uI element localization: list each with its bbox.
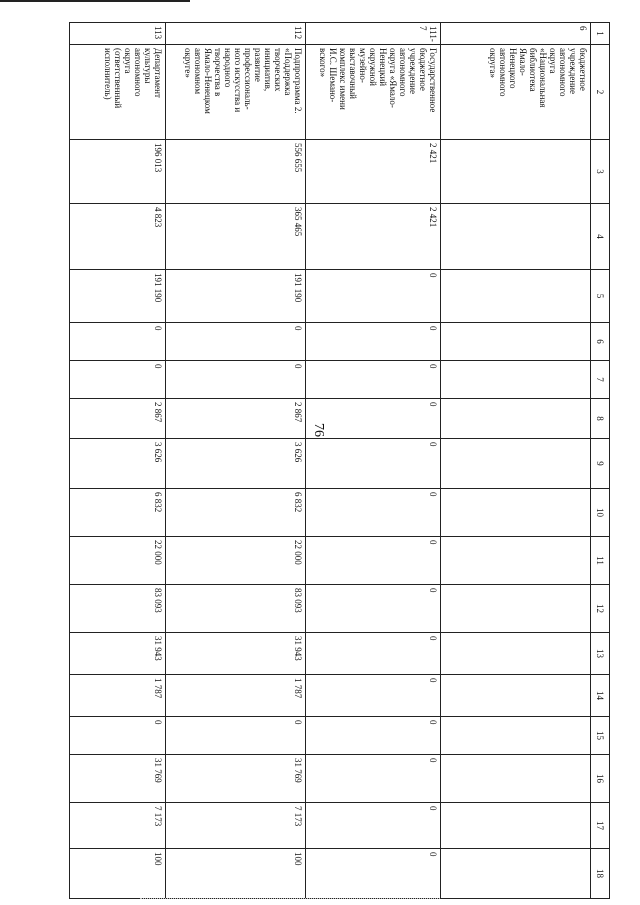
row-number-cell: 113 — [70, 23, 166, 45]
value-cell: 0 — [306, 361, 441, 399]
table-row — [70, 23, 166, 899]
table-row — [306, 23, 441, 899]
value-cell — [441, 585, 591, 633]
value-cell: 6 832 — [166, 489, 306, 537]
value-cell: 0 — [306, 633, 441, 675]
value-cell: 0 — [166, 361, 306, 399]
value-cell: 0 — [70, 717, 166, 755]
header-row — [591, 23, 610, 899]
header-cell: 15 — [591, 717, 610, 755]
value-cell: 3 626 — [70, 439, 166, 489]
value-cell — [441, 633, 591, 675]
value-cell: 31 943 — [166, 633, 306, 675]
value-cell: 0 — [166, 717, 306, 755]
row-name-cell: бюджетное учреждение автономного округа «Национальная библиотека Ямало- Ненецкого автономного округа» — [441, 45, 591, 140]
header-cell: 9 — [591, 439, 610, 489]
header-cell: 12 — [591, 585, 610, 633]
value-cell: 22 000 — [70, 537, 166, 585]
row-name-cell: Департамент культуры автономного округа (ответственный исполнитель) — [70, 45, 166, 140]
value-cell: 0 — [306, 803, 441, 849]
value-cell — [441, 323, 591, 361]
value-cell: 83 093 — [166, 585, 306, 633]
bottom-dotted-line — [140, 898, 440, 899]
value-cell — [441, 803, 591, 849]
value-cell — [441, 849, 591, 899]
value-cell: 191 190 — [70, 270, 166, 323]
value-cell: 2 421 — [306, 140, 441, 204]
value-cell — [441, 204, 591, 270]
value-cell — [441, 361, 591, 399]
value-cell — [441, 399, 591, 439]
value-cell — [441, 537, 591, 585]
value-cell: 365 465 — [166, 204, 306, 270]
value-cell: 0 — [70, 323, 166, 361]
value-cell: 22 000 — [166, 537, 306, 585]
header-cell: 2 — [591, 45, 610, 140]
header-cell: 6 — [591, 323, 610, 361]
header-cell: 11 — [591, 537, 610, 585]
value-cell: 31 769 — [70, 755, 166, 803]
row-name-cell: Государственное бюджетное учреждение автономного округа «Ямало- Ненецкий окружной музейно- выставочный комплекс имени И.С. Шемано- вского» — [306, 45, 441, 140]
row-number-cell: 112 — [166, 23, 306, 45]
value-cell: 1 787 — [166, 675, 306, 717]
value-cell — [441, 755, 591, 803]
value-cell: 100 — [70, 849, 166, 899]
value-cell — [441, 439, 591, 489]
table-row — [166, 23, 306, 899]
value-cell: 4 823 — [70, 204, 166, 270]
value-cell — [441, 140, 591, 204]
value-cell — [441, 270, 591, 323]
value-cell: 2 867 — [70, 399, 166, 439]
header-cell: 4 — [591, 204, 610, 270]
top-rule — [0, 0, 190, 2]
header-cell: 13 — [591, 633, 610, 675]
value-cell: 7 173 — [166, 803, 306, 849]
value-cell: 83 093 — [70, 585, 166, 633]
header-cell: 5 — [591, 270, 610, 323]
value-cell: 0 — [306, 489, 441, 537]
header-cell: 7 — [591, 361, 610, 399]
page-number: 76 — [311, 423, 326, 437]
header-cell: 1 — [591, 23, 610, 45]
value-cell: 31 769 — [166, 755, 306, 803]
header-cell: 16 — [591, 755, 610, 803]
value-cell — [441, 675, 591, 717]
data-table — [69, 22, 610, 899]
value-cell: 0 — [306, 717, 441, 755]
row-number-cell: 6 — [441, 23, 591, 45]
value-cell: 191 190 — [166, 270, 306, 323]
value-cell: 2 421 — [306, 204, 441, 270]
value-cell: 2 867 — [166, 399, 306, 439]
value-cell: 0 — [306, 849, 441, 899]
value-cell: 6 832 — [70, 489, 166, 537]
value-cell: 3 626 — [166, 439, 306, 489]
header-cell: 17 — [591, 803, 610, 849]
row-number-cell: 111-7 — [306, 23, 441, 45]
value-cell — [441, 717, 591, 755]
value-cell: 0 — [70, 361, 166, 399]
header-cell: 10 — [591, 489, 610, 537]
value-cell: 100 — [166, 849, 306, 899]
table-body — [70, 23, 591, 899]
value-cell: 0 — [306, 675, 441, 717]
value-cell: 0 — [306, 585, 441, 633]
value-cell: 1 787 — [70, 675, 166, 717]
value-cell — [441, 489, 591, 537]
value-cell: 7 173 — [70, 803, 166, 849]
value-cell: 0 — [306, 537, 441, 585]
table-row — [441, 23, 591, 899]
header-cell: 8 — [591, 399, 610, 439]
value-cell: 0 — [306, 439, 441, 489]
row-name-cell: Подпрограмма 2. «Поддержка творческих инициатив, развитие профессиональ- ного искусства и народного творчества в Ямало-Ненецком автономном округе» — [166, 45, 306, 140]
value-cell: 0 — [306, 270, 441, 323]
value-cell: 31 943 — [70, 633, 166, 675]
value-cell: 0 — [306, 755, 441, 803]
header-cell: 18 — [591, 849, 610, 899]
header-cell: 14 — [591, 675, 610, 717]
value-cell: 0 — [306, 323, 441, 361]
value-cell: 0 — [166, 323, 306, 361]
rotated-table-container — [85, 22, 610, 897]
value-cell: 196 013 — [70, 140, 166, 204]
header-cell: 3 — [591, 140, 610, 204]
value-cell: 556 655 — [166, 140, 306, 204]
value-cell: 0 — [306, 399, 441, 439]
